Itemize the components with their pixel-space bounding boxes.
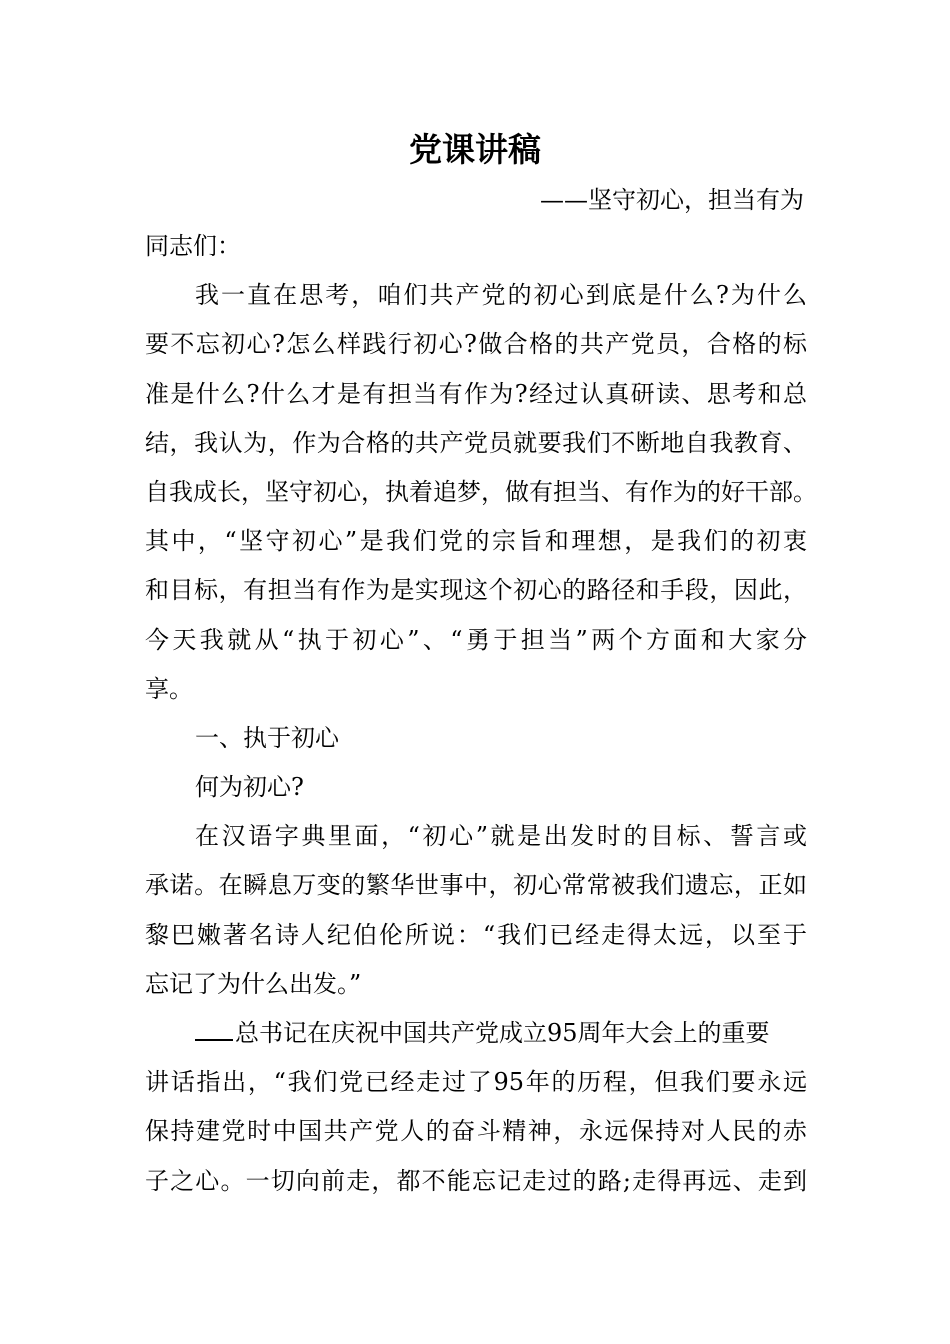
paragraph-line: 忘记了为什么出发。” [145, 969, 362, 998]
paragraph-line: 和目标，有担当有作为是实现这个初心的路径和手段，因此， [145, 576, 807, 605]
document-body [145, 222, 817, 1206]
paragraph-line: 今天我就从“执于初心”、“勇于担当”两个方面和大家分 [145, 625, 807, 654]
paragraph-line-with-blank [145, 1009, 807, 1058]
paragraph-line: 保持建党时中国共产党人的奋斗精神，永远保持对人民的赤 [145, 1117, 807, 1146]
paragraph-line: 享。 [145, 674, 193, 703]
paragraph-line: 自我成长，坚守初心，执着追梦，做有担当、有作为的好干部。 [145, 477, 817, 506]
paragraph-line-text: 总书记在庆祝中国共产党成立95周年大会上的重要 [235, 1019, 770, 1047]
paragraph-line: 准是什么?什么才是有担当有作为?经过认真研读、思考和总 [145, 379, 807, 408]
paragraph-line: 我一直在思考，咱们共产党的初心到底是什么?为什么 [195, 281, 807, 310]
salutation: 同志们： [145, 232, 241, 260]
section-heading: 一、执于初心 [195, 723, 339, 752]
document-subtitle: ——坚守初心，担当有为 [540, 186, 804, 214]
document-title: 党课讲稿 [409, 130, 541, 169]
paragraph-line: 其中，“坚守初心”是我们党的宗旨和理想，是我们的初衷 [145, 527, 807, 556]
paragraph-line: 子之心。一切向前走，都不能忘记走过的路;走得再远、走到 [145, 1166, 807, 1195]
paragraph-line: 在汉语字典里面，“初心”就是出发时的目标、誓言或 [195, 822, 807, 851]
subsection-heading: 何为初心? [195, 773, 304, 802]
paragraph-line: 黎巴嫩著名诗人纪伯伦所说：“我们已经走得太远，以至于 [145, 920, 807, 949]
paragraph-line: 承诺。在瞬息万变的繁华世事中，初心常常被我们遗忘，正如 [145, 871, 807, 900]
redacted-name-blank [195, 1017, 233, 1041]
paragraph-line: 要不忘初心?怎么样践行初心?做合格的共产党员，合格的标 [145, 330, 807, 359]
paragraph-line: 结，我认为，作为合格的共产党员就要我们不断地自我教育、 [145, 428, 807, 457]
paragraph-line: 讲话指出，“我们党已经走过了95年的历程，但我们要永远 [145, 1068, 807, 1097]
